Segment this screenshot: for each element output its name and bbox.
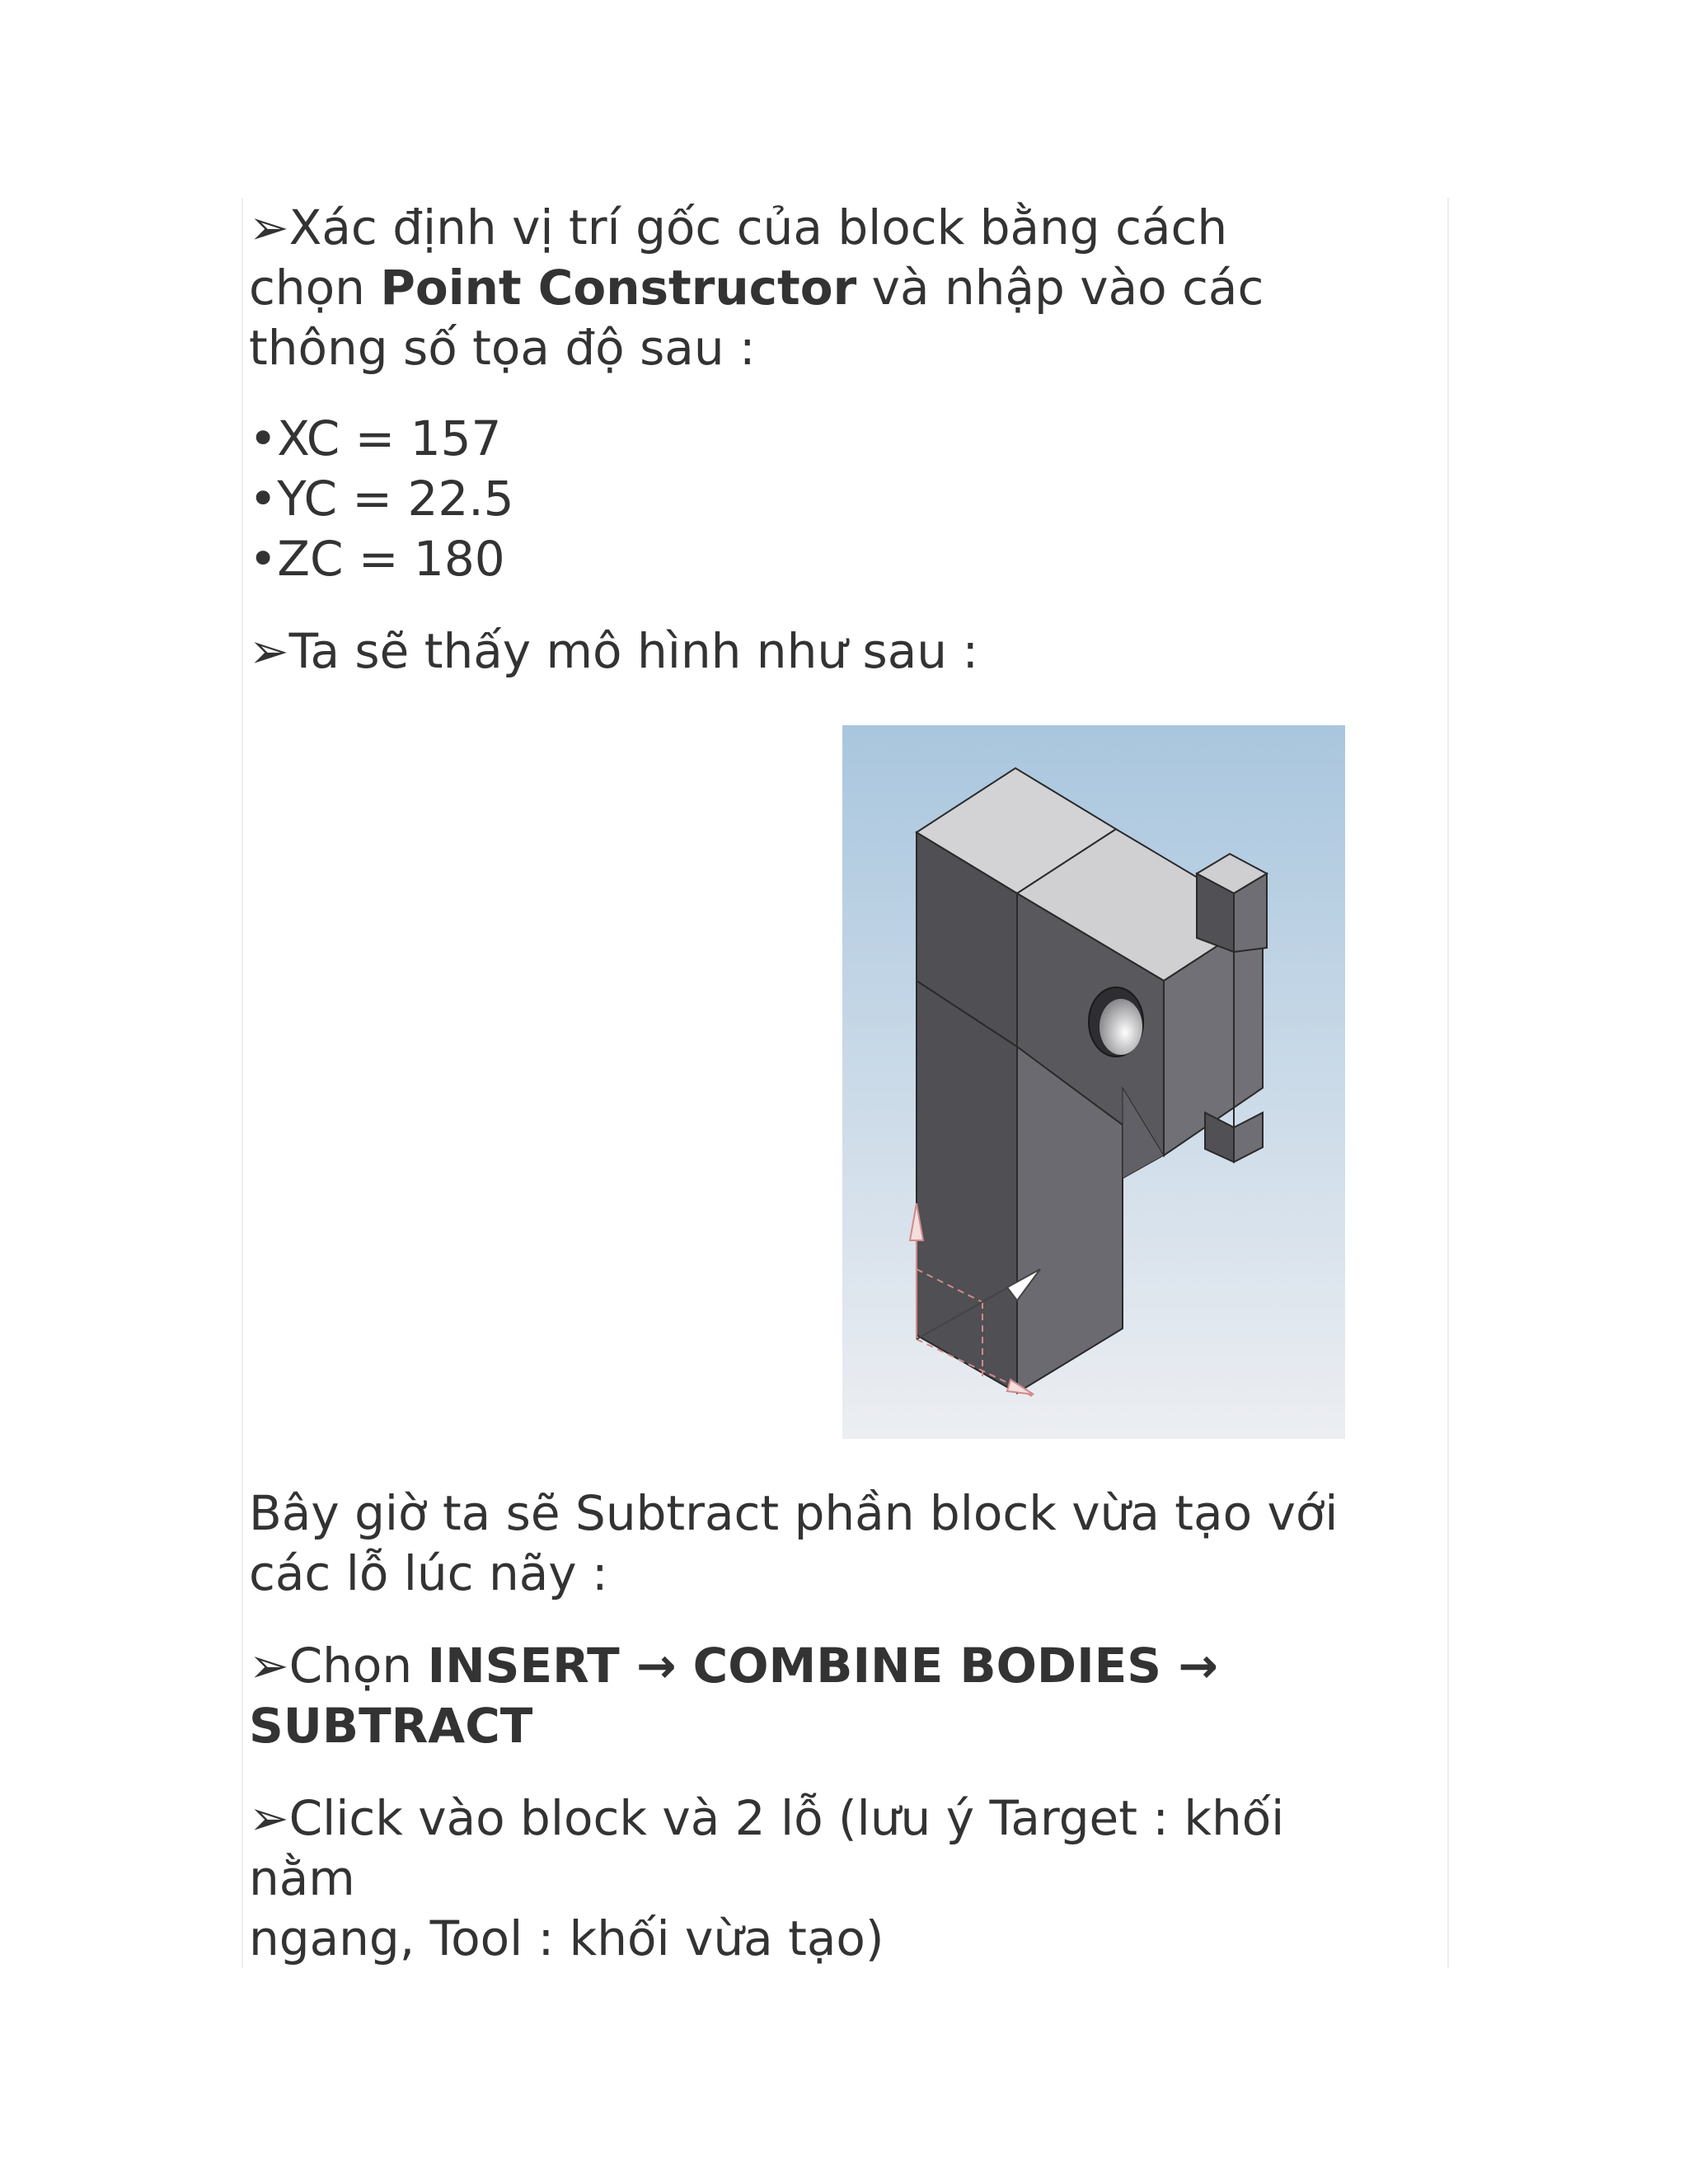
click-line-1: ➢Click vào block và 2 lỗ (lưu ý Target : khối	[249, 1790, 1285, 1846]
cad-model-illustration	[842, 725, 1345, 1439]
model-intro-line: ➢Ta sẽ thấy mô hình như sau :	[249, 623, 979, 679]
dot-bullet-icon: •	[249, 531, 278, 587]
subtract-command: SUBTRACT	[249, 1698, 533, 1754]
click-line-3: ngang, Tool : khối vừa tạo)	[249, 1910, 884, 1966]
arrow-bullet-icon: ➢	[249, 1638, 289, 1694]
point-constructor-term: Point Constructor	[380, 260, 857, 316]
intro-line-3: thông số tọa độ sau :	[249, 320, 756, 376]
subtract-line-1: Bây giờ ta sẽ Subtract phần block vừa tạo với	[249, 1485, 1339, 1541]
menu-path-line-1: ➢Chọn INSERT → COMBINE BODIES →	[249, 1638, 1218, 1694]
coord-zc: •ZC = 180	[249, 531, 505, 587]
arrow-bullet-icon: ➢	[249, 199, 289, 255]
cad-model-figure	[842, 725, 1345, 1439]
intro-line-2: chọn Point Constructor và nhập vào các	[249, 260, 1264, 316]
intro-line-1: ➢Xác định vị trí gốc của block bằng cách	[249, 199, 1228, 255]
subtract-line-2: các lỗ lúc nãy :	[249, 1545, 608, 1601]
click-line-2: nằm	[249, 1850, 355, 1906]
arrow-bullet-icon: ➢	[249, 1790, 289, 1846]
coord-xc: •XC = 157	[249, 410, 502, 466]
dot-bullet-icon: •	[249, 410, 278, 466]
dot-bullet-icon: •	[249, 471, 278, 527]
coord-yc: •YC = 22.5	[249, 471, 514, 527]
menu-path-bold: INSERT → COMBINE BODIES →	[427, 1638, 1218, 1694]
arrow-bullet-icon: ➢	[249, 623, 289, 679]
menu-path-line-2	[249, 1696, 532, 1756]
